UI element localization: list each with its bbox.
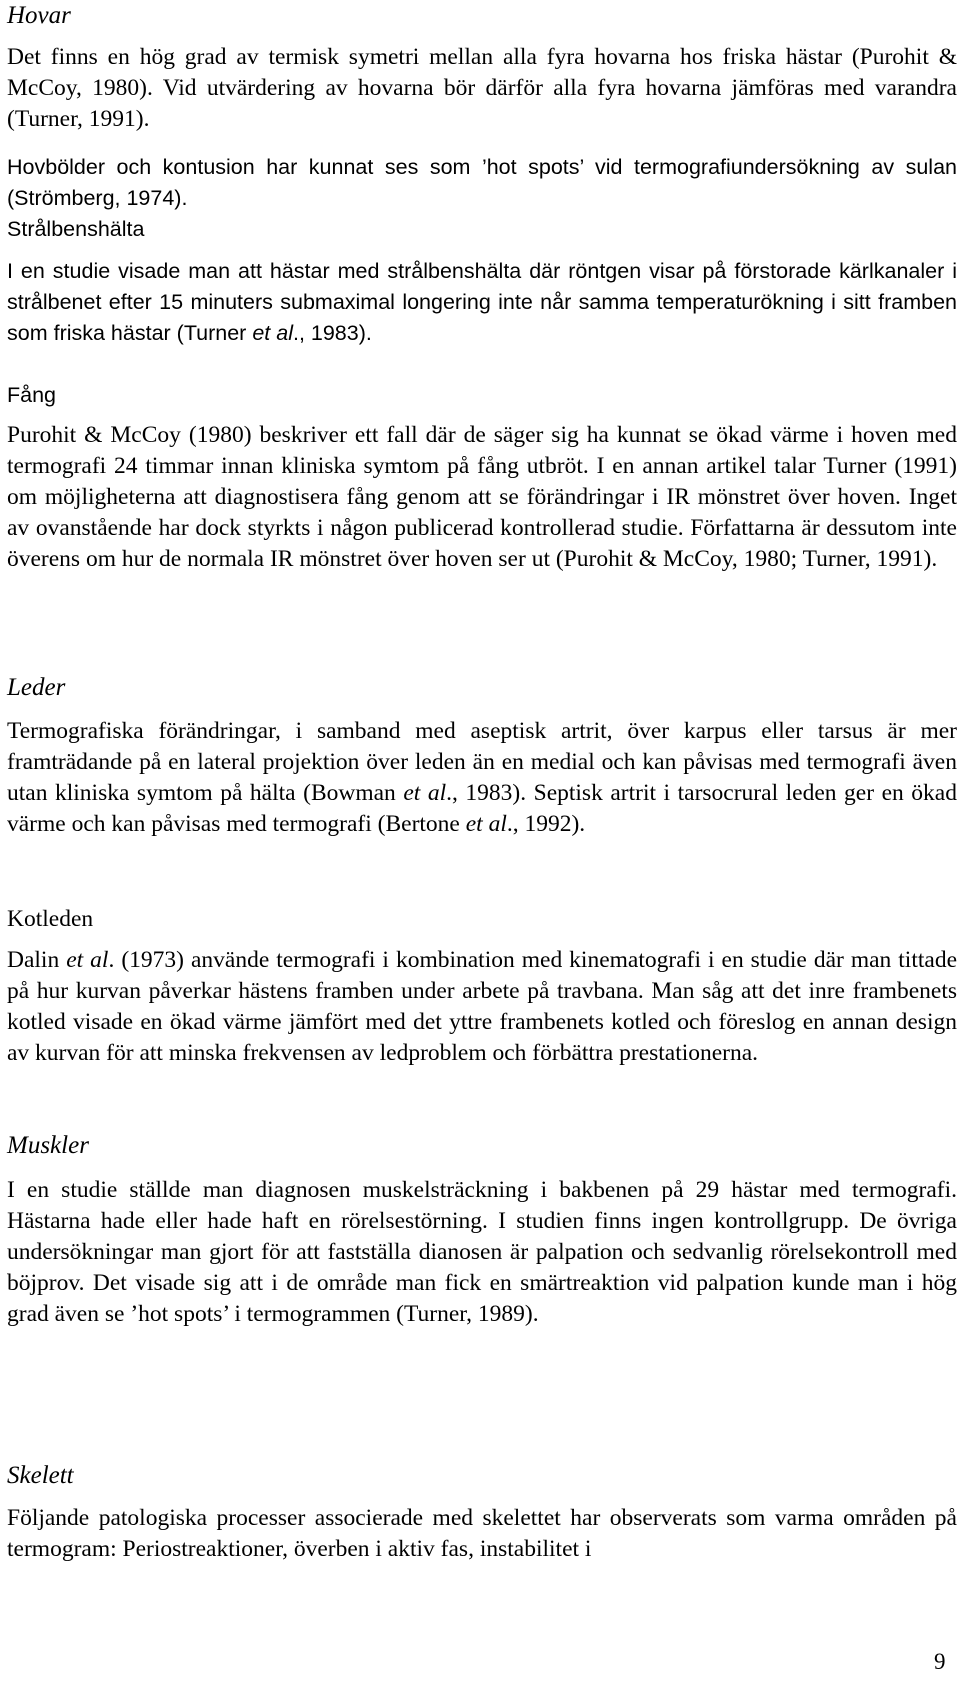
- section-heading-muskler: Muskler: [7, 1132, 89, 1159]
- subheading-kotleden: Kotleden: [7, 906, 94, 932]
- section-heading-skelett: Skelett: [7, 1462, 74, 1489]
- paragraph-kotleden-et-al: et al: [66, 947, 109, 973]
- paragraph-stralbenshalta-et-al: et al: [252, 321, 293, 345]
- paragraph-kotleden: [7, 945, 957, 1069]
- page-number: 9: [934, 1649, 946, 1674]
- paragraph-leder: [7, 716, 957, 840]
- paragraph-fang: Purohit & McCoy (1980) beskriver ett fall där de säger sig ha kunnat se ökad värme i hoven med termografi 24 timmar innan kliniska symtom på fång utbröt. I en annan artikel talar Turner (1991) om möjligheterna att diagnostisera fång genom att se förändringar i IR mönstret över hoven. Inget av ovanstående har dock styrkts i någon publicerad kontrollerad studie. Författarna är dessutom inte överens om hur de normala IR mönstret över hoven ser ut (Purohit & McCoy, 1980; Turner, 1991).: [7, 422, 957, 572]
- paragraph-leder-text-3: ., 1992).: [506, 811, 586, 837]
- paragraph-leder-et-al-2: et al: [465, 811, 507, 837]
- paragraph-hovbolder: Hovbölder och kontusion har kunnat ses som ’hot spots’ vid termografiundersökning av sulan (Strömberg, 1974).: [7, 155, 957, 210]
- section-heading-hovar: Hovar: [7, 2, 71, 29]
- paragraph-skelett: Följande patologiska processer associerade med skelettet har observerats som varma områden på termogram: Periostreaktioner, överben i aktiv fas, instabilitet i: [7, 1505, 957, 1562]
- subheading-stralbenshalta: Strålbenshälta: [7, 217, 145, 241]
- paragraph-leder-text-1: Termografiska förändringar, i samband med aseptisk artrit, över karpus eller tarsus är mer framträdande på en lateral projektion över leden än en medial och kan påvisas med termografi även utan kliniska symtom på hälta (Bowman: [7, 718, 957, 806]
- paragraph-muskler: I en studie ställde man diagnosen muskelsträckning i bakbenen på 29 hästar med termografi. Hästarna hade eller hade haft en rörelsestörning. I studien finns ingen kontrollgrupp. De övriga undersökningar man gjort för att fastställa dianosen är palpation och sedvanlig rörelsekontroll med böjprov. Det visade sig att i de område man fick en smärtreaktion vid palpation kunde man i hög grad även se ’hot spots’ i termogrammen (Turner, 1989).: [7, 1177, 957, 1327]
- paragraph-kotleden-text-1: Dalin: [7, 947, 67, 973]
- paragraph-kotleden-text-2: . (1973) använde termografi i kombination med kinematografi i en studie där man tittade på hur kurvan påverkar hästens framben under arbete på travbana. Man såg att det inre frambenets kotled visade en ökad värme jämfört med det yttre frambenets kotled och föreslog en annan design av kurvan för att minska frekvensen av ledproblem och förbättra prestationerna.: [7, 947, 957, 1066]
- paragraph-hovar-symmetry: Det finns en hög grad av termisk symetri mellan alla fyra hovarna hos friska hästar (Purohit & McCoy, 1980). Vid utvärdering av hovarna bör därför alla fyra hovarna jämföras med varandra (Turner, 1991).: [7, 44, 957, 132]
- paragraph-leder-text-2: ., 1983). Septisk artrit i tarsocrural leden ger en ökad värme och kan påvisas med termografi (Bertone: [7, 780, 957, 837]
- paragraph-leder-et-al-1: et al: [403, 780, 447, 806]
- paragraph-stralbenshalta-text-1: I en studie visade man att hästar med strålbenshälta där röntgen visar på förstorade kärlkanaler i strålbenet efter 15 minuters submaximal longering inte når samma temperaturökning i sitt framben som friska hästar (Turner: [7, 259, 957, 345]
- paragraph-stralbenshalta-text-2: ., 1983).: [292, 321, 372, 345]
- subheading-fang: Fång: [7, 383, 57, 407]
- paragraph-stralbenshalta: [7, 256, 957, 349]
- section-heading-leder: Leder: [7, 674, 66, 701]
